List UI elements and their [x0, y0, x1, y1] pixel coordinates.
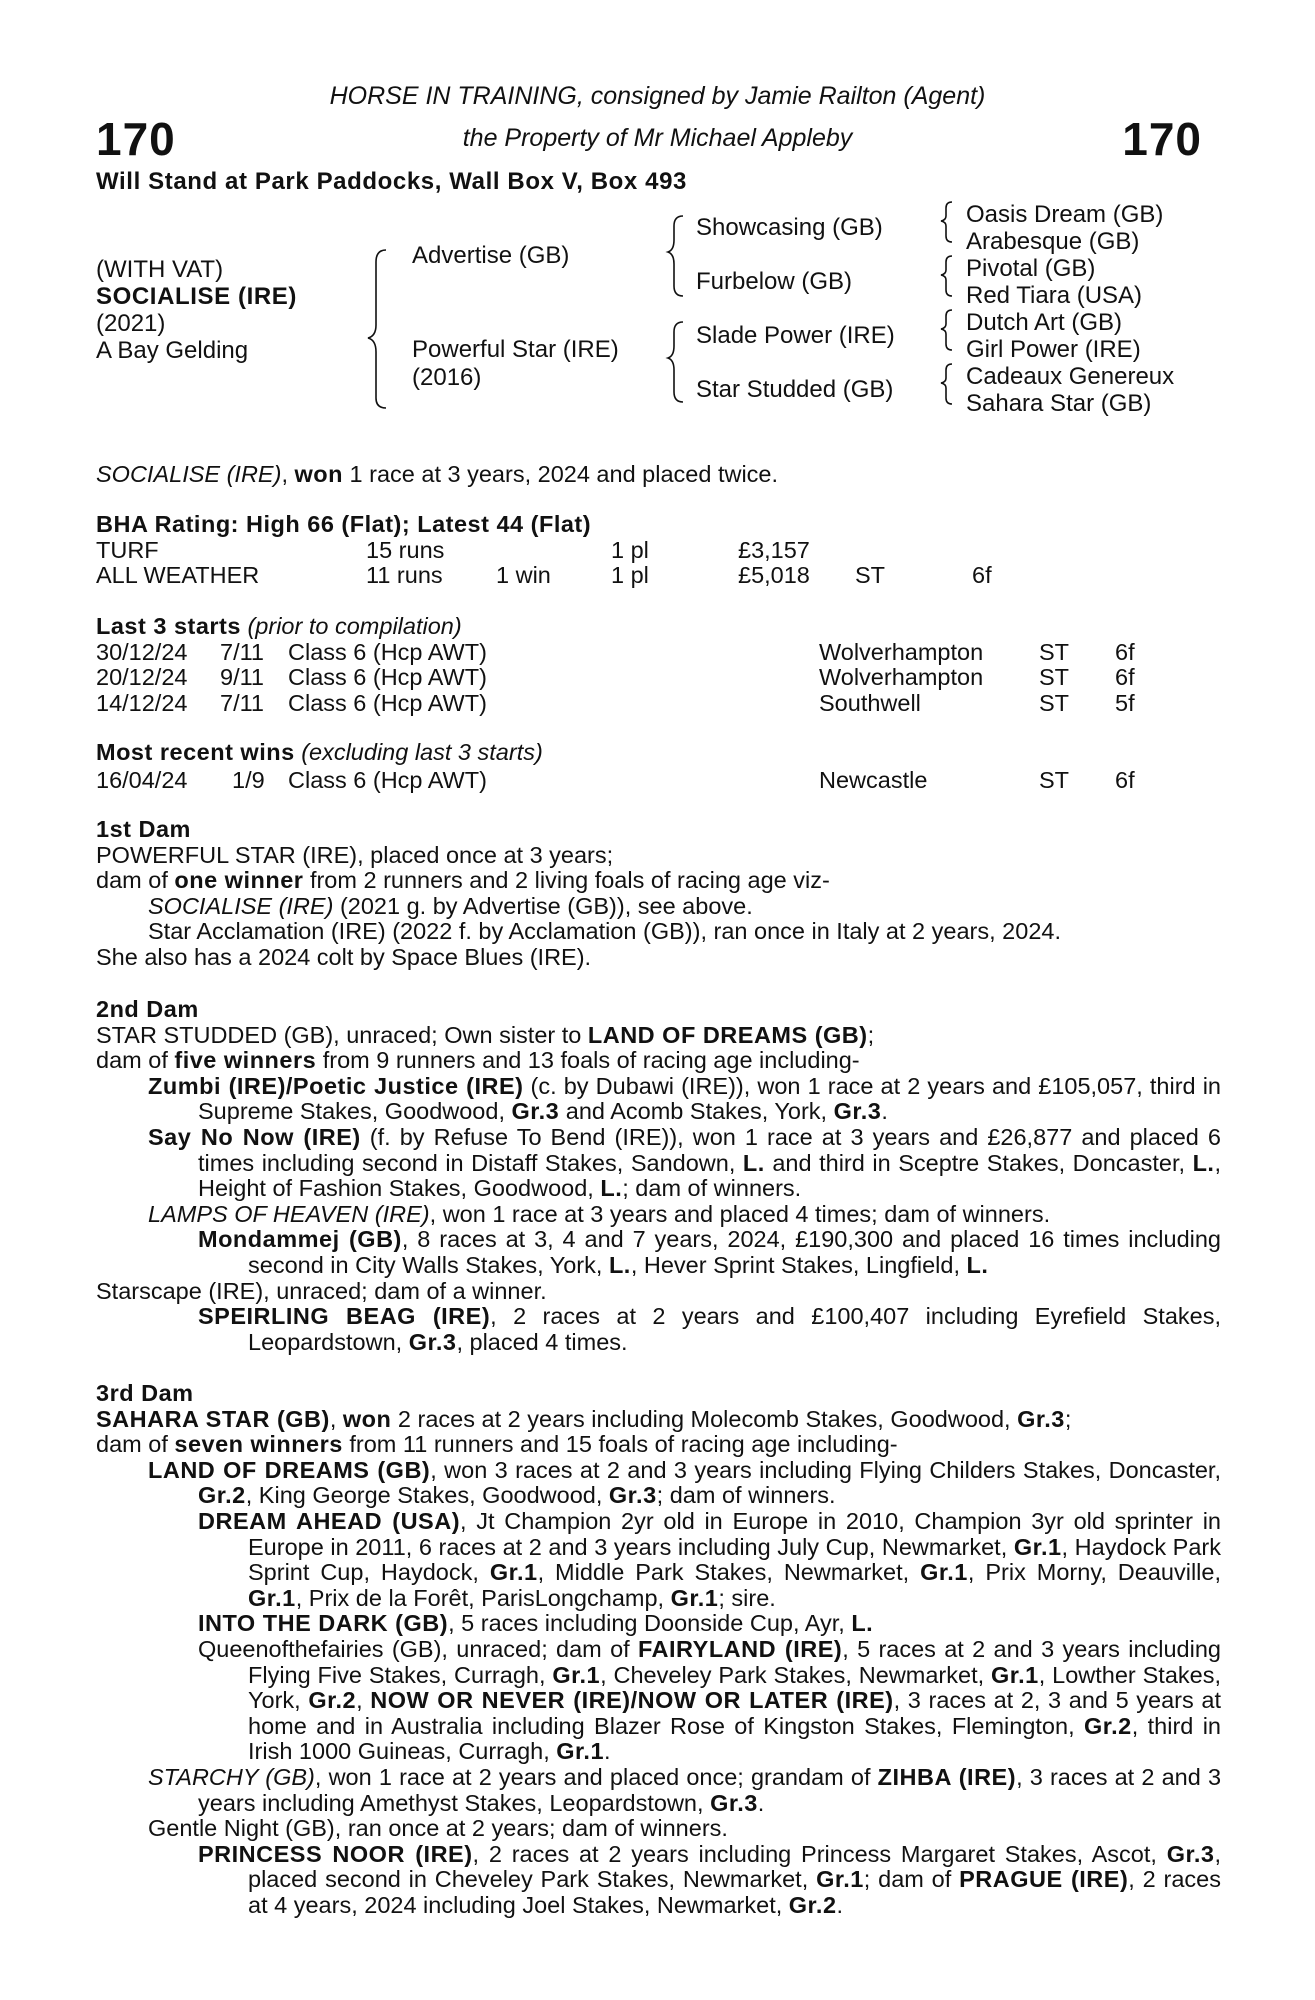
- win-row: 16/04/24 1/9 Class 6 (Hcp AWT) Newcastle ST 6f: [96, 766, 1135, 793]
- foaling-year: (2021): [96, 310, 166, 337]
- great-grandparent-4: Red Tiara (USA): [966, 282, 1143, 309]
- last-starts-heading: Last 3 starts (prior to compilation): [96, 613, 462, 639]
- dam: Powerful Star (IRE): [412, 336, 619, 363]
- horse-name: SOCIALISE (IRE): [96, 283, 298, 310]
- property-line: the Property of Mr Michael Appleby: [462, 124, 853, 152]
- start-row: 14/12/24 7/11 Class 6 (Hcp AWT) Southwell ST 5f: [96, 689, 1135, 716]
- dam-sire: Slade Power (IRE): [696, 322, 895, 349]
- rating-section: [96, 512, 1221, 589]
- dam-dam: Star Studded (GB): [696, 376, 894, 403]
- lot-number-right: 170: [1122, 113, 1202, 165]
- lot-number-left: 170: [96, 113, 176, 165]
- start-row: 30/12/24 7/11 Class 6 (Hcp AWT) Wolverhampton ST 6f: [96, 638, 1135, 665]
- great-grandparent-5: Dutch Art (GB): [966, 309, 1123, 336]
- stand-location: Will Stand at Park Paddocks, Wall Box V, Box 493: [96, 168, 687, 195]
- rating-heading: BHA Rating: High 66 (Flat); Latest 44 (Flat): [96, 511, 592, 537]
- start-row: 20/12/24 9/11 Class 6 (Hcp AWT) Wolverhampton ST 6f: [96, 664, 1135, 691]
- sire: Advertise (GB): [412, 242, 570, 269]
- third-dam-section: 3rd Dam SAHARA STAR (GB), won 2 races at 2 years including Molecomb Stakes, Goodwood, Gr.3; dam of seven winners from 11 runners and 15 foals of racing age including- LAND OF DREAMS (GB), won 3 races at 2 and 3 years including Flying Childers Stakes, Doncaster, Gr.2, King George Stakes, Goodwood, Gr.3; dam of winners. DREAM AHEAD (USA), Jt Champion 2yr old in Europe in 2010, Champion 3yr old sprinter in Europe in 2011, 6 races at 2 and 3 years including July Cup, Newmarket, Gr.1, Haydock Park Sprint Cup, Haydock, Gr.1, Middle Park Stakes, Newmarket, Gr.1, Prix Morny, Deauville, Gr.1, Prix de la Forêt, ParisLongchamp, Gr.1; sire. INTO THE DARK (GB), 5 races including Doonside Cup, Ayr, L. Queenofthefairies (GB), unraced; dam of FAIRYLAND (IRE), 5 races at 2 and 3 years including Flying Five Stakes, Curragh, Gr.1, Cheveley Park Stakes, Newmarket, Gr.1, Lowther Stakes, York, Gr.2, NOW OR NEVER (IRE)/NOW OR LATER (IRE), 3 races at 2, 3 and 5 years at home and in Australia including Blazer Rose of Kingston Stakes, Flemington, Gr.2, third in Irish 1000 Guineas, Curragh, Gr.1. STARCHY (GB), won 1 race at 2 years and placed once; grandam of ZIHBA (IRE), 3 races at 2 and 3 years including Amethyst Stakes, Leopardstown, Gr.3. Gentle Night (GB), ran once at 2 years; dam of winners. PRINCESS NOOR (IRE), 2 races at 2 years including Princess Margaret Stakes, Ascot, Gr.3, placed second in Cheveley Park Stakes, Newmarket, Gr.1; dam of PRAGUE (IRE), 2 races at 4 years, 2024 including Joel Stakes, Newmarket, Gr.2.: [96, 1380, 1222, 1918]
- recent-wins-section: [96, 740, 1221, 793]
- dam-year: (2016): [412, 364, 482, 391]
- great-grandparent-3: Pivotal (GB): [966, 255, 1096, 282]
- rating-row: TURF 15 runs 1 pl £3,157: [96, 536, 810, 563]
- second-dam-heading: 2nd Dam: [96, 996, 199, 1022]
- great-grandparent-7: Cadeaux Genereux: [966, 363, 1175, 390]
- sire-sire: Showcasing (GB): [696, 214, 883, 241]
- horse-description: A Bay Gelding: [96, 337, 249, 364]
- consignor-line: HORSE IN TRAINING, consigned by Jamie Railton (Agent): [329, 82, 986, 110]
- great-grandparent-8: Sahara Star (GB): [966, 390, 1152, 417]
- first-dam-section: 1st Dam POWERFUL STAR (IRE), placed once at 3 years; dam of one winner from 2 runners and 2 living foals of racing age viz- SOCIALISE (IRE) (2021 g. by Advertise (GB)), see above. Star Acclamation (IRE) (2022 f. by Acclamation (GB)), ran once in Italy at 2 years, 2024. She also has a 2024 colt by Space Blues (IRE).: [96, 817, 1221, 971]
- first-dam-heading: 1st Dam: [96, 816, 191, 842]
- third-dam-heading: 3rd Dam: [96, 1380, 194, 1406]
- race-summary: SOCIALISE (IRE), won 1 race at 3 years, 2024 and placed twice.: [96, 461, 779, 487]
- rating-row: ALL WEATHER 11 runs 1 win 1 pl £5,018 ST 6f: [96, 562, 992, 589]
- great-grandparent-1: Oasis Dream (GB): [966, 201, 1164, 228]
- vat-note: (WITH VAT): [96, 256, 224, 283]
- last-starts-section: [96, 614, 1221, 716]
- second-dam-section: 2nd Dam STAR STUDDED (GB), unraced; Own sister to LAND OF DREAMS (GB); dam of five winners from 9 runners and 13 foals of racing age including- Zumbi (IRE)/Poetic Justice (IRE) (c. by Dubawi (IRE)), won 1 race at 2 years and £105,057, third in Supreme Stakes, Goodwood, Gr.3 and Acomb Stakes, York, Gr.3. Say No Now (IRE) (f. by Refuse To Bend (IRE)), won 1 race at 3 years and £26,877 and placed 6 times including second in Distaff Stakes, Sandown, L. and third in Sceptre Stakes, Doncaster, L., Height of Fashion Stakes, Goodwood, L.; dam of winners. LAMPS OF HEAVEN (IRE), won 1 race at 3 years and placed 4 times; dam of winners. Mondammej (GB), 8 races at 3, 4 and 7 years, 2024, £190,300 and placed 16 times including second in City Walls Stakes, York, L., Hever Sprint Stakes, Lingfield, L. Starscape (IRE), unraced; dam of a winner. SPEIRLING BEAG (IRE), 2 races at 2 years and £100,407 including Eyrefield Stakes, Leopardstown, Gr.3, placed 4 times.: [96, 996, 1221, 1355]
- sire-dam: Furbelow (GB): [696, 268, 853, 295]
- great-grandparent-6: Girl Power (IRE): [966, 336, 1141, 363]
- recent-wins-heading: Most recent wins (excluding last 3 starts): [96, 739, 543, 765]
- great-grandparent-2: Arabesque (GB): [966, 228, 1140, 255]
